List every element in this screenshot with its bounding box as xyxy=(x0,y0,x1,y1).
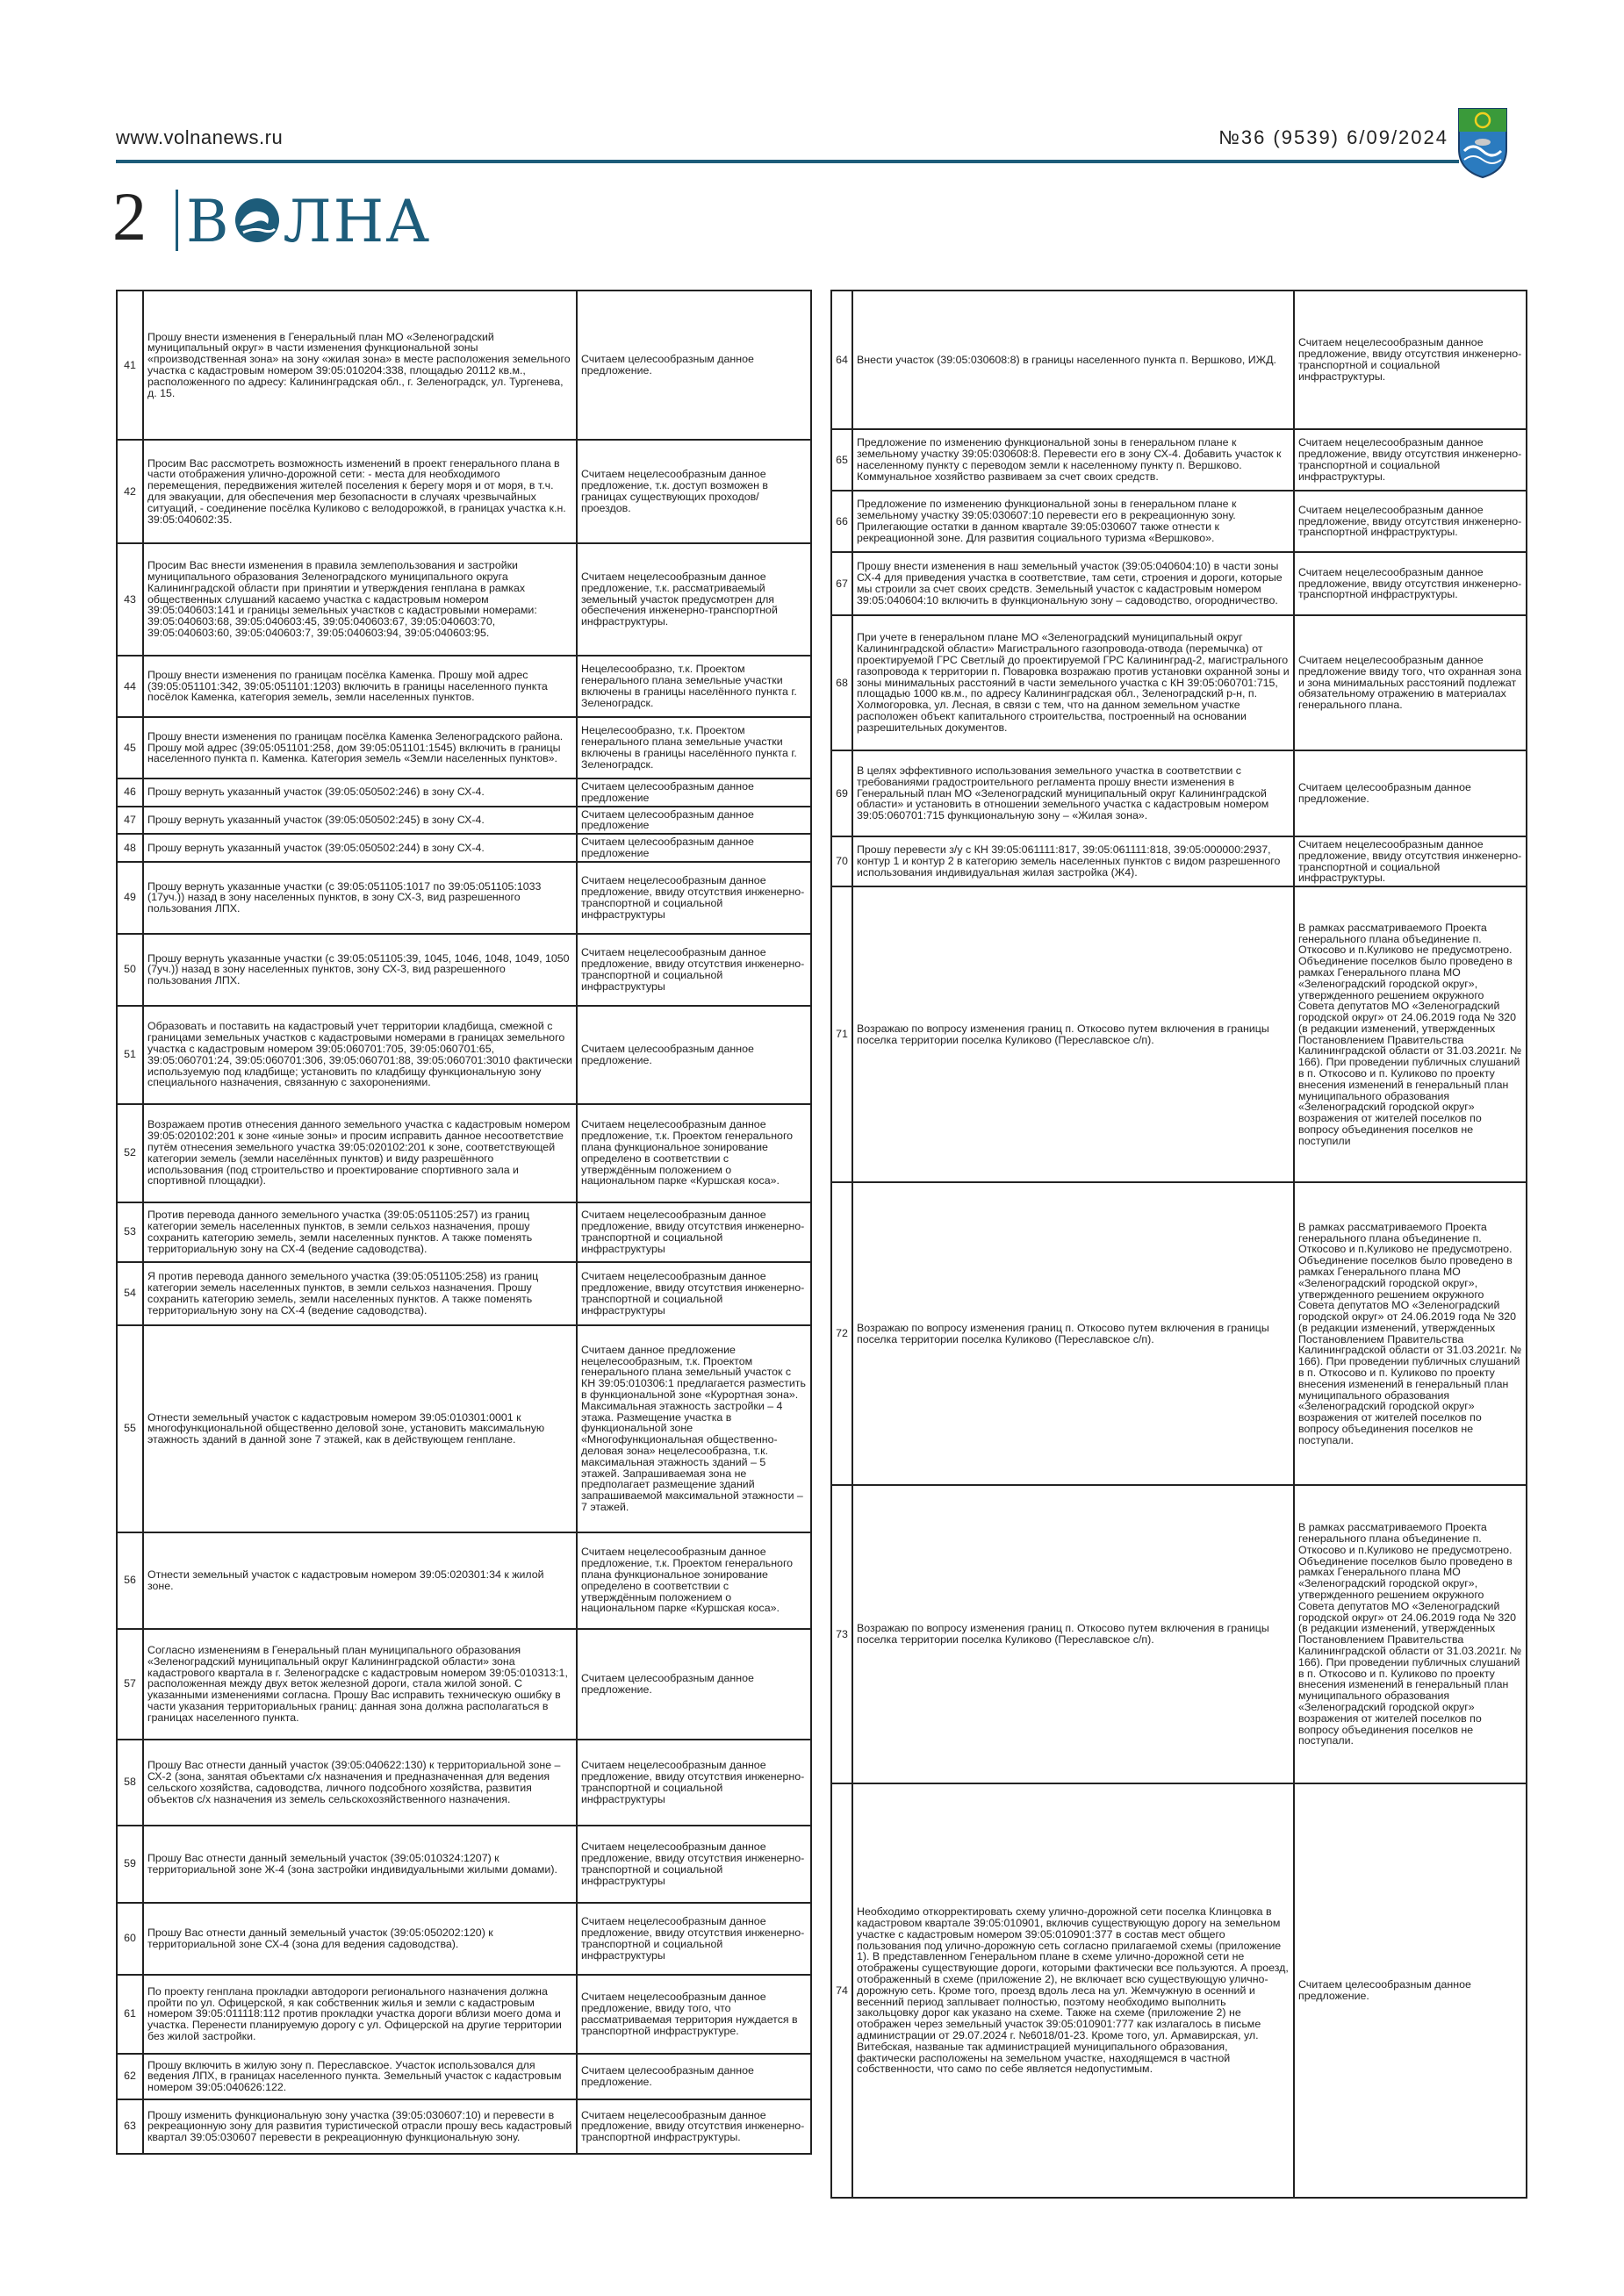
logo-letters-left: В xyxy=(186,188,231,255)
row-number: 65 xyxy=(831,429,852,491)
row-proposal: В целях эффективного использования земельного участка в соответствии с требованиями градостроительного регламента прошу внести изменения в Генеральный план МО «Зеленоградский муниципальный округ Калининградской области» и установить в отношении земельного участка с кадастровым номером 39:05:060701:715 функциональную зону – «Жилая зона». xyxy=(852,750,1294,836)
row-proposal: Прошу вернуть указанный участок (39:05:050502:245) в зону СХ-4. xyxy=(143,807,577,835)
table-row xyxy=(831,1783,1527,2198)
table-row xyxy=(117,1740,811,1826)
table-row xyxy=(117,1104,811,1202)
page-number: 2 xyxy=(112,178,147,255)
table-row xyxy=(117,1532,811,1629)
table-row xyxy=(117,934,811,1006)
row-conclusion: Считаем нецелесообразным данное предложение, т.к. рассматриваемый земельный участок предусмотрен для обеспечения инженерно-транспортной инфраструктуры. xyxy=(577,543,811,656)
row-conclusion: Считаем целесообразным данное предложение. xyxy=(577,2054,811,2099)
row-conclusion: Считаем нецелесообразным данное предложение, ввиду отсутствия инженерно-транспортной и социальной инфраструктуры xyxy=(577,1826,811,1903)
row-conclusion: Считаем целесообразным данное предложение. xyxy=(1294,750,1527,836)
row-number: 57 xyxy=(117,1629,143,1740)
coat-of-arms-icon xyxy=(1457,107,1508,179)
row-number: 66 xyxy=(831,491,852,552)
row-proposal: Прошу внести изменения в наш земельный участок (39:05:040604:10) в части зоны СХ-4 для приведения участка в соответствие, там сети, строения и дороги, которые мы строили за счет своих средств. Земельный участок с кадастровым номером 39:05:040604:10 включить в функциональную зону – садоводство, огородничество. xyxy=(852,552,1294,615)
row-proposal: Прошу включить в жилую зону п. Переславское. Участок использовался для ведения ЛПХ, в границах населенного пункта. Земельный участок с кадастровым номером 39:05:040626:122. xyxy=(143,2054,577,2099)
table-row xyxy=(117,1826,811,1903)
header-rule xyxy=(116,160,1459,163)
row-conclusion: Считаем нецелесообразным данное предложение ввиду того, что охранная зона и зона минимальных расстояний подлежат обязательному отражению в материалах генерального плана. xyxy=(1294,615,1527,750)
row-proposal: Просим Вас рассмотреть возможность изменений в проект генерального плана в части отображения улично-дорожной сети: - места для необходимого перемещения, передвижения жителей поселения к берегу моря и от моря, в т.ч. для эвакуации, для обеспечения мер безопасности в случаях чрезвычайных ситуаций, - соединение посёлка Куликово с велодорожкой, в границах участка к.н. 39:05:040602:35. xyxy=(143,440,577,543)
table-row xyxy=(117,291,811,440)
row-conclusion: В рамках рассматриваемого Проекта генерального плана объединение п. Откосово и п.Куликово не предусмотрено. Объединение поселков было проведено в рамках Генерального плана МО «Зеленоградский городской округ», утвержденного решением окружного Совета депутатов МО «Зеленоградский городской округ» от 24.06.2019 года № 320 (в редакции изменений, утвержденных Постановлением Правительства Калининградской области от 31.03.2021г. № 166). При проведении публичных слушаний в п. Откосово и п. Куликово по проекту внесения изменений в генеральный план муниципального образования «Зеленоградский городской округ» возражения от жителей поселков по вопросу объединения поселков не поступили xyxy=(1294,886,1527,1182)
row-proposal: Предложение по изменению функциональной зоны в генеральном плане к земельному участку 39:05:030608:8. Перевести его в зону СХ-4. Добавить участок к населенному пункту с переводом земли к населенному пункту п. Вершково. Коммунальное хозяйство развиваем за счет своих средств. xyxy=(852,429,1294,491)
table-row xyxy=(831,1182,1527,1485)
row-number: 73 xyxy=(831,1485,852,1783)
table-row xyxy=(117,1262,811,1325)
row-proposal: Прошу вернуть указанный участок (39:05:050502:244) в зону СХ-4. xyxy=(143,834,577,862)
row-proposal: Прошу вернуть указанные участки (с 39:05:051105:1017 по 39:05:051105:1033 (17уч.)) назад в зону населенных пунктов, в зону СХ-3, вид разрешенного пользования ЛПХ. xyxy=(143,862,577,934)
logo-letters-right: ЛНА xyxy=(283,188,432,255)
row-proposal: Возражаю по вопросу изменения границ п. Откосово путем включения в границы поселка территории поселка Куликово (Переславское с/п). xyxy=(852,886,1294,1182)
row-conclusion: Считаем целесообразным данное предложение. xyxy=(577,291,811,440)
row-conclusion: Считаем нецелесообразным данное предложение, ввиду отсутствия инженерно-транспортной и социальной инфраструктуры xyxy=(577,1903,811,1975)
row-number: 68 xyxy=(831,615,852,750)
row-proposal: Прошу Вас отнести данный участок (39:05:040622:130) к территориальной зоне – СХ-2 (зона, занятая объектами с/х назначения и предназначенная для ведения сельского хозяйства, садоводства, личного подсобного хозяйства, развития объектов с/х назначения из земель сельскохозяйственного назначения. xyxy=(143,1740,577,1826)
wave-logo-icon xyxy=(233,196,282,245)
table-row xyxy=(117,1629,811,1740)
row-conclusion: Считаем нецелесообразным данное предложение, ввиду отсутствия инженерно-транспортной и социальной инфраструктуры xyxy=(577,1262,811,1325)
row-conclusion: Считаем нецелесообразным данное предложение, ввиду отсутствия инженерно-транспортной и социальной инфраструктуры xyxy=(577,1740,811,1826)
row-proposal: Согласно изменениям в Генеральный план муниципального образования «Зеленоградский муниципальный округ Калининградской области» зона кадастрового квартала в г. Зеленоградске с кадастровым номером 39:05:010313:1, расположенная между двух веток железной дороги, стала жилой зоной. С указанными изменениями согласна. Прошу Вас исправить техническую ошибку в части указания территориальных границ: данная зона должна располагаться в границах населенного пункта. xyxy=(143,1629,577,1740)
table-row xyxy=(831,552,1527,615)
table-row xyxy=(831,836,1527,886)
row-conclusion: Считаем целесообразным данное предложение. xyxy=(1294,1783,1527,2198)
row-conclusion: Считаем нецелесообразным данное предложение, ввиду отсутствия инженерно-транспортной и социальной инфраструктуры xyxy=(577,1202,811,1262)
row-conclusion: В рамках рассматриваемого Проекта генерального плана объединение п. Откосово и п.Куликово не предусмотрено. Объединение поселков было проведено в рамках Генерального плана МО «Зеленоградский городской округ», утвержденного решением окружного Совета депутатов МО «Зеленоградский городской округ» от 24.06.2019 года № 320 (в редакции изменений, утвержденных Постановлением Правительства Калининградской области от 31.03.2021г. № 166). При проведении публичных слушаний в п. Откосово и п. Куликово по проекту внесения изменений в генеральный план муниципального образования «Зеленоградский городской округ» возражения от жителей поселков по вопросу объединения поселков не поступали. xyxy=(1294,1182,1527,1485)
table-row xyxy=(117,862,811,934)
row-proposal: Прошу перевести з/у с КН 39:05:061111:817, 39:05:061111:818, 39:05:000000:2937, контур 1 и контур 2 в категорию земель населенных пунктов с видом разрешенного использования индивидуальная жилая застройка (Ж4). xyxy=(852,836,1294,886)
table-row xyxy=(831,1485,1527,1783)
table-row xyxy=(831,291,1527,429)
row-number: 60 xyxy=(117,1903,143,1975)
issue-info: №36 (9539) 6/09/2024 xyxy=(1218,126,1448,148)
row-number: 58 xyxy=(117,1740,143,1826)
row-number: 43 xyxy=(117,543,143,656)
row-proposal: Прошу Вас отнести данный земельный участок (39:05:010324:1207) к территориальной зоне Ж-4 (зона застройки индивидуальными жилыми домами). xyxy=(143,1826,577,1903)
row-number: 49 xyxy=(117,862,143,934)
table-row xyxy=(831,429,1527,491)
row-number: 46 xyxy=(117,778,143,807)
row-proposal: При учете в генеральном плане МО «Зеленоградский муниципальный округ Калининградской области» Магистрального газопровода-отвода (перемычка) от проектируемой ГРС Светлый до проектируемой ГРС Калининград-2, магистрального газопровода к территории п. Поваровка возражаю против установки охранной зоны и зоны минимальных расстояний в части земельного участка с КН 39:05:060701:715, площадью 1000 кв.м., по адресу Калининградская обл., Зеленоградский р-н, п. Холмогоровка, ул. Лесная, в связи с тем, что на данном земельном участке расположен объект капитального строительства, построенный на основании разрешительных документов. xyxy=(852,615,1294,750)
row-conclusion: Считаем нецелесообразным данное предложение, ввиду отсутствия инженерно-транспортной инфраструктуры. xyxy=(1294,552,1527,615)
page-number-separator xyxy=(176,190,178,251)
row-proposal: Возражаю по вопросу изменения границ п. Откосово путем включения в границы поселка территории поселка Куликово (Переславское с/п). xyxy=(852,1182,1294,1485)
table-row xyxy=(117,1325,811,1532)
row-conclusion: Считаем нецелесообразным данное предложение, ввиду отсутствия инженерно-транспортной и социальной инфраструктуры. xyxy=(1294,836,1527,886)
row-number: 56 xyxy=(117,1532,143,1629)
row-number: 50 xyxy=(117,934,143,1006)
row-number: 55 xyxy=(117,1325,143,1532)
row-conclusion: Считаем нецелесообразным данное предложение, ввиду отсутствия инженерно-транспортной и социальной инфраструктуры xyxy=(577,862,811,934)
row-proposal: Против перевода данного земельного участка (39:05:051105:257) из границ категории земель населенных пунктов, в земли сельхоз назначения, прошу сохранить категорию земель, земли населенных пунктов. А также поменять территориальную зону на СХ-4 (ведение садоводства). xyxy=(143,1202,577,1262)
row-number: 59 xyxy=(117,1826,143,1903)
table-row xyxy=(117,778,811,807)
table-row xyxy=(117,1903,811,1975)
row-proposal: Отнести земельный участок с кадастровым номером 39:05:010301:0001 к многофункциональной общественно деловой зоне, установить максимальную этажность зданий в данной зоне 7 этажей, как в действующем генплане. xyxy=(143,1325,577,1532)
row-proposal: Необходимо откорректировать схему улично-дорожной сети поселка Клинцовка в кадастровом квартале 39:05:010901, включив существующую дорогу на земельном участке с кадастровым номером 39:05:010901:377 в состав мест общего пользования под улично-дорожную сеть согласно прилагаемой схемы (приложение 1). В представленном Генеральном плане в схеме улично-дорожной сети не отображены существующие дороги, которыми фактически все пользуются. А проезд, отображенный в схеме (приложение 2), не включает всю существующую улично-дорожную сеть. Кроме того, проезд вдоль леса на ул. Жемчужную в осенний и весенний период заплывает полностью, поэтому необходимо выполнить закольцовку дорог как указано на схеме. Также на схеме (приложение 2) не отображен через земельный участок 39:05:010901:777 как излагалось в письме администрации от 29.07.2024 г. №6018/01-23. Кроме того, ул. Армавирская, ул. Витебская, названые так администрацией муниципального образования, фактически расположены на земельном участке, находящемся в частной собственности, что само по себе является недопустимым. xyxy=(852,1783,1294,2198)
row-number: 74 xyxy=(831,1783,852,2198)
row-number: 51 xyxy=(117,1006,143,1104)
row-conclusion: Считаем нецелесообразным данное предложение, ввиду отсутствия инженерно-транспортной инфраструктуры. xyxy=(577,2099,811,2154)
site-url: www.volnanews.ru xyxy=(116,126,284,148)
row-conclusion: Считаем целесообразным данное предложение. xyxy=(577,1006,811,1104)
row-number: 44 xyxy=(117,656,143,717)
row-proposal: Просим Вас внести изменения в правила землепользования и застройки муниципального образования Зеленоградского муниципального округа Калининградской области при принятии и утверждения генплана в рамках общественных слушаний касаемо участка с кадастровым номером 39:05:040603:141 и границы земельных участков с кадастровыми номерами: 39:05:040603:68, 39:05:040603:45, 39:05:040603:67, 39:05:040603:70, 39:05:040603:60, 39:05:040603:7, 39:05:040603:94, 39:05:040603:95. xyxy=(143,543,577,656)
row-proposal: Внести участок (39:05:030608:8) в границы населенного пункта п. Вершково, ИЖД. xyxy=(852,291,1294,429)
row-number: 72 xyxy=(831,1182,852,1485)
row-proposal: Прошу внести изменения в Генеральный план МО «Зеленоградский муниципальный округ» в части изменения функциональной зоны «производственная зона» на зону «жилая зона» в месте расположения земельного участка с кадастровым номером 39:05:010204:338, площадью 20112 кв.м., расположенного по адресу: Калининградская обл., г. Зеленоградск, ул. Тургенева, д. 15. xyxy=(143,291,577,440)
table-row xyxy=(117,1975,811,2054)
table-row xyxy=(117,2054,811,2099)
row-conclusion: Считаем нецелесообразным данное предложение, ввиду отсутствия инженерно-транспортной и социальной инфраструктуры xyxy=(577,934,811,1006)
row-conclusion: Считаем нецелесообразным данное предложение, ввиду отсутствия инженерно-транспортной и социальной инфраструктуры. xyxy=(1294,429,1527,491)
row-conclusion: Считаем нецелесообразным данное предложение, ввиду отсутствия инженерно-транспортной инфраструктуры. xyxy=(1294,491,1527,552)
row-proposal: Образовать и поставить на кадастровый учет территории кладбища, смежной с границами земельных участков с кадастровыми номерами в границах земельного участка с кадастровым номером 39:05:060701:705, 39:05:060701:65, 39:05:060701:24, 39:05:060701:306, 39:05:060701:88, 39:05:060701:3010 фактически используемую под кладбище; установить по кладбищу функциональную зону специального назначения, связанную с захоронениями. xyxy=(143,1006,577,1104)
row-conclusion: Считаем нецелесообразным данное предложение, ввиду того, что рассматриваемая территория нуждается в транспортной инфраструктуре. xyxy=(577,1975,811,2054)
row-number: 48 xyxy=(117,834,143,862)
row-number: 52 xyxy=(117,1104,143,1202)
table-row xyxy=(117,807,811,835)
row-proposal: Предложение по изменению функциональной зоны в генеральном плане к земельному участку 39:05:030607:10 перевести его в рекреационную зону. Прилегающие остатки в данном квартале 39:05:030607 также отнести к рекреационной зоне. Для развития социального туризма «Вершково». xyxy=(852,491,1294,552)
row-number: 62 xyxy=(117,2054,143,2099)
row-conclusion: В рамках рассматриваемого Проекта генерального плана объединение п. Откосово и п.Куликово не предусмотрено. Объединение поселков было проведено в рамках Генерального плана МО «Зеленоградский городской округ», утвержденного решением окружного Совета депутатов МО «Зеленоградский городской округ» от 24.06.2019 года № 320 (в редакции изменений, утвержденных Постановлением Правительства Калининградской области от 31.03.2021г. № 166). При проведении публичных слушаний в п. Откосово и п. Куликово по проекту внесения изменений в генеральный план муниципального образования «Зеленоградский городской округ» возражения от жителей поселков по вопросу объединения поселков не поступали. xyxy=(1294,1485,1527,1783)
row-proposal: Я против перевода данного земельного участка (39:05:051105:258) из границ категории земель населенных пунктов, в земли сельхоз назначения. Прошу сохранить категорию земель, земли населенных пунктов. А также поменять территориальную зону на СХ-4 (ведение садоводства). xyxy=(143,1262,577,1325)
row-conclusion: Считаем целесообразным данное предложение. xyxy=(577,1629,811,1740)
row-proposal: Возражаем против отнесения данного земельного участка с кадастровым номером 39:05:020102:201 к зоне «иные зоны» и просим исправить данное несоответствие путём отнесения земельного участка 39:05:020102:201 к зоне, соответствующей категории земель (земли населённых пунктов) и виду разрешённого использования (под строительство и проектирование спортивного зала и спортивной площадки). xyxy=(143,1104,577,1202)
row-conclusion: Считаем данное предложение нецелесообразным, т.к. Проектом генерального плана земельный участок с КН 39:05:010306:1 предлагается разместить в функциональной зоне «Курортная зона». Максимальная этажность застройки – 4 этажа. Размещение участка в функциональной зоне «Многофункциональная общественно-деловая зона» нецелесообразна, т.к. максимальная этажность зданий – 5 этажей. Запрашиваемая зона не предполагает размещение зданий запрашиваемой максимальной этажности – 7 этажей. xyxy=(577,1325,811,1532)
table-row xyxy=(831,491,1527,552)
row-number: 53 xyxy=(117,1202,143,1262)
proposals-table-right xyxy=(830,290,1527,2199)
row-proposal: Прошу внести изменения по границам посёлка Каменка Зеленоградского района. Прошу мой адрес (39:05:051101:258, дом 39:05:051101:1545) включить в границы населенного пункта п. Каменка. Категория земель «Земли населенных пунктов». xyxy=(143,717,577,778)
row-conclusion: Нецелесообразно, т.к. Проектом генерального плана земельные участки включены в границы населённого пункта г. Зеленоградск. xyxy=(577,656,811,717)
row-number: 71 xyxy=(831,886,852,1182)
row-number: 47 xyxy=(117,807,143,835)
row-conclusion: Считаем нецелесообразным данное предложение, т.к. доступ возможен в границах существующих проходов/проездов. xyxy=(577,440,811,543)
row-number: 61 xyxy=(117,1975,143,2054)
row-proposal: Прошу вернуть указанный участок (39:05:050502:246) в зону СХ-4. xyxy=(143,778,577,807)
table-row xyxy=(117,543,811,656)
proposals-table-left xyxy=(116,290,812,2155)
row-conclusion: Считаем целесообразным данное предложение xyxy=(577,807,811,835)
table-row xyxy=(831,886,1527,1182)
table-row xyxy=(117,656,811,717)
row-proposal: По проекту генплана прокладки автодороги регионального назначения должна пройти по ул. Офицерской, я как собственник жилья и земли с кадастровым номером 39:05:011118:112 против прокладки участка дороги вблизи моего дома и участка. Перенести планируемую дорогу с ул. Офицерской на другие территории без жилой застройки. xyxy=(143,1975,577,2054)
table-row xyxy=(831,750,1527,836)
row-number: 69 xyxy=(831,750,852,836)
row-proposal: Отнести земельный участок с кадастровым номером 39:05:020301:34 к жилой зоне. xyxy=(143,1532,577,1629)
row-proposal: Прошу изменить функциональную зону участка (39:05:030607:10) и перевести в рекреационную зону для развития туристической отрасли прошу весь кадастровый квартал 39:05:030607 перевести в рекреационную функциональную зону. xyxy=(143,2099,577,2154)
table-row xyxy=(117,440,811,543)
row-conclusion: Считаем нецелесообразным данное предложение, т.к. Проектом генерального плана функциональное зонирование определено в соответствии с утверждённым положением о национальном парке «Куршская коса». xyxy=(577,1532,811,1629)
row-number: 54 xyxy=(117,1262,143,1325)
row-number: 67 xyxy=(831,552,852,615)
table-row xyxy=(117,1202,811,1262)
row-proposal: Прошу вернуть указанные участки (с 39:05:051105:39, 1045, 1046, 1048, 1049, 1050 (7уч.)) назад в зону населенных пунктов, зону СХ-3, вид разрешенного пользования ЛПХ. xyxy=(143,934,577,1006)
row-proposal: Возражаю по вопросу изменения границ п. Откосово путем включения в границы поселка территории поселка Куликово (Переславское с/п). xyxy=(852,1485,1294,1783)
row-number: 42 xyxy=(117,440,143,543)
row-number: 45 xyxy=(117,717,143,778)
table-row xyxy=(831,615,1527,750)
table-row xyxy=(117,834,811,862)
row-proposal: Прошу Вас отнести данный земельный участок (39:05:050202:120) к территориальной зоне СХ-4 (зона для ведения садоводства). xyxy=(143,1903,577,1975)
row-proposal: Прошу внести изменения по границам посёлка Каменка. Прошу мой адрес (39:05:051101:342, 39:05:051101:1203) включить в границы населенного пункта посёлок Каменка, категория земель, земли населенных пунктов. xyxy=(143,656,577,717)
row-conclusion: Нецелесообразно, т.к. Проектом генерального плана земельные участки включены в границы населённого пункта г. Зеленоградск. xyxy=(577,717,811,778)
table-row xyxy=(117,1006,811,1104)
row-conclusion: Считаем целесообразным данное предложение xyxy=(577,778,811,807)
table-row xyxy=(117,2099,811,2154)
row-conclusion: Считаем нецелесообразным данное предложение, ввиду отсутствия инженерно-транспортной и социальной инфраструктуры. xyxy=(1294,291,1527,429)
row-number: 63 xyxy=(117,2099,143,2154)
row-number: 64 xyxy=(831,291,852,429)
row-conclusion: Считаем целесообразным данное предложение xyxy=(577,834,811,862)
newspaper-logo xyxy=(186,190,431,255)
row-number: 70 xyxy=(831,836,852,886)
row-number: 41 xyxy=(117,291,143,440)
table-row xyxy=(117,717,811,778)
row-conclusion: Считаем нецелесообразным данное предложение, т.к. Проектом генерального плана функциональное зонирование определено в соответствии с утверждённым положением о национальном парке «Куршская коса». xyxy=(577,1104,811,1202)
